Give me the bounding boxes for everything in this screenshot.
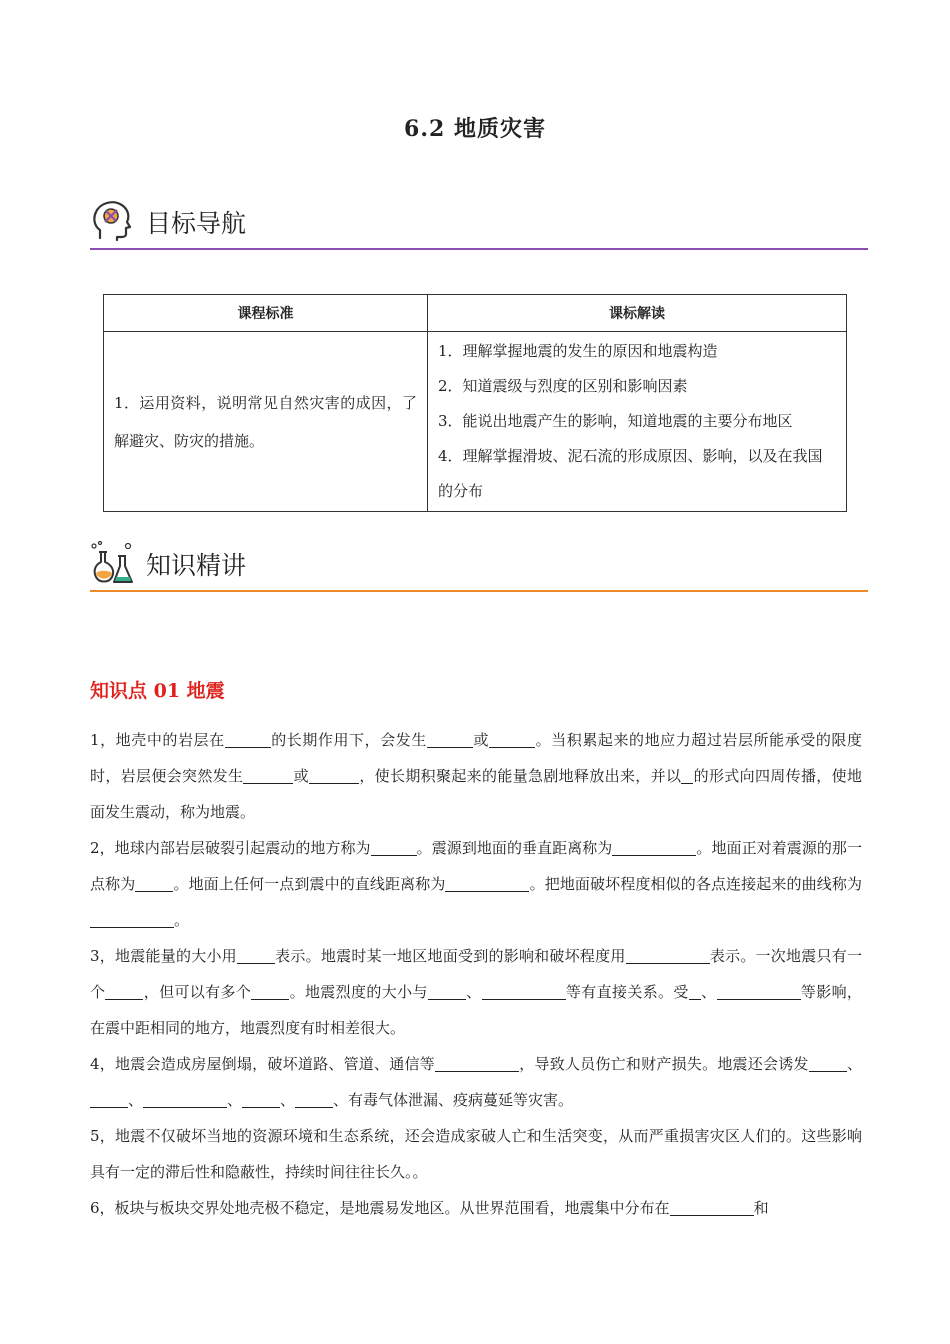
table-header-row: [104, 295, 847, 332]
section-goal-navigation: [90, 198, 868, 250]
curriculum-table: [103, 294, 847, 512]
table-header-interpretation: 课标解读: [428, 295, 847, 332]
blank: [237, 945, 275, 964]
blank: [809, 1053, 847, 1072]
page-title: 6.2 地质灾害: [404, 116, 546, 142]
blank: [717, 981, 801, 1000]
brain-head-icon: [90, 198, 136, 244]
blank: [482, 981, 566, 1000]
paragraph-5: 5，地震不仅破坏当地的资源环境和生态系统，还会造成家破人亡和生活突变，从而严重损害灾区人们的。这些影响具有一定的滞后性和隐蔽性，持续时间往往长久。。: [90, 1127, 862, 1181]
interpretation-cell: [428, 332, 847, 512]
blank: [90, 909, 174, 928]
interpretation-item: 2．知道震级与烈度的区别和影响因素: [438, 377, 688, 395]
blank: [243, 765, 293, 784]
blank: [428, 981, 466, 1000]
blank: [445, 873, 529, 892]
blank: [626, 945, 710, 964]
paragraph-4: 4，地震会造成房屋倒塌，破坏道路、管道、通信等 ，导致人员伤亡和财产损失。地震还会诱发 、、 、 、 、有毒气体泄漏、疫病蔓延等灾害。: [90, 1055, 862, 1109]
section-knowledge-rule: [90, 590, 868, 592]
blank: [225, 729, 271, 748]
blank: [295, 1089, 333, 1108]
knowledge-point-title: 知识点 01 地震: [90, 680, 225, 702]
blank: [105, 981, 143, 1000]
blank: [681, 765, 693, 784]
blank: [90, 1089, 128, 1108]
paragraph-3: 3，地震能量的大小用 表示。地震时某一地区地面受到的影响和破坏程度用 表示。一次地震只有一个 ，但可以有多个 。地震烈度的大小与 、 等有直接关系。受 、 等影响，在震中距相同的地方，地震烈度有时相差很大。: [90, 947, 862, 1037]
blank: [135, 873, 173, 892]
paragraph-1: 1，地壳中的岩层在 的长期作用下，会发生 或 。当积累起来的地应力超过岩层所能承受的限度时，岩层便会突然发生 或 ，使长期积聚起来的能量急剧地释放出来，并以 的形式向四周传播，使地面发生震动，称为地震。: [90, 731, 862, 821]
standard-cell: 1．运用资料，说明常见自然灾害的成因，了解避灾、防灾的措施。: [104, 332, 428, 512]
paragraph-6: 6，板块与板块交界处地壳极不稳定，是地震易发地区。从世界范围看，地震集中分布在 和: [90, 1199, 769, 1217]
table-row: [104, 332, 847, 512]
section-goal-rule: [90, 248, 868, 250]
knowledge-body: [90, 722, 862, 1226]
blank: [612, 837, 696, 856]
blank: [689, 981, 701, 1000]
paragraph-2: 2，地球内部岩层破裂引起震动的地方称为 。震源到地面的垂直距离称为 。地面正对着震源的那一点称为 。地面上任何一点到震中的直线距离称为 。把地面破坏程度相似的各点连接起来的曲线称为。: [90, 839, 862, 929]
blank: [670, 1197, 754, 1216]
table-header-standard: 课程标准: [104, 295, 428, 332]
blank: [371, 837, 417, 856]
blank: [242, 1089, 280, 1108]
interpretation-item: 1．理解掌握地震的发生的原因和地震构造: [438, 342, 718, 360]
interpretation-item: 3．能说出地震产生的影响，知道地震的主要分布地区: [438, 412, 793, 430]
blank: [427, 729, 473, 748]
blank: [489, 729, 535, 748]
section-goal-label: 目标导航: [146, 209, 247, 238]
lab-flask-icon: [90, 540, 136, 586]
section-knowledge: [90, 540, 868, 592]
blank: [309, 765, 359, 784]
interpretation-item: 4．理解掌握滑坡、泥石流的形成原因、影响，以及在我国的分布: [438, 447, 823, 500]
section-knowledge-label: 知识精讲: [146, 551, 247, 580]
blank: [251, 981, 289, 1000]
blank: [435, 1053, 519, 1072]
blank: [143, 1089, 227, 1108]
